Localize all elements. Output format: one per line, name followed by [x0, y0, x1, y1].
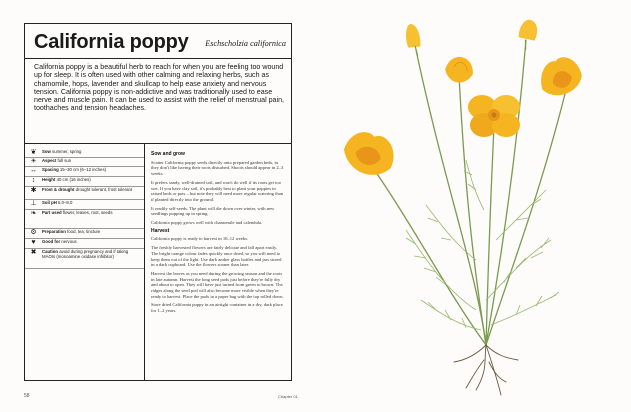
sow-grow-heading: Sow and grow [151, 151, 185, 157]
attribute-row [25, 209, 144, 229]
sow-grow-paragraph: It readily self-seeds. The plant will die down over winter, with new seedlings popping up in spring. [151, 205, 275, 217]
harvest-paragraph: Store dried California poppy in an airtight container in a dry, dark place for 1–2 years. [151, 302, 283, 314]
attribute-label: Good for [42, 239, 61, 244]
attribute-value: 40 cm (16 inches) [56, 177, 91, 182]
herb-profile-box [24, 23, 292, 381]
sow-grow-paragraph: Scatter California poppy seeds directly onto prepared garden beds, as they don't like having their roots disturbed. Shoots should appear in 2–3 weeks. [151, 159, 284, 177]
title-bar [25, 24, 291, 59]
attribute-label: Height [42, 177, 56, 182]
attribute-label: Soil pH [42, 200, 57, 205]
attribute-label: Part used [42, 210, 62, 215]
leaf-icon: ❧ [30, 210, 37, 217]
intro-paragraph: California poppy is a beautiful herb to reach for when you are feeling too wound up for sleep. It is often used with other calming and relaxing herbs, such as chamomile, hops, lavender and skullcap to help ease anxiety and nervous tension. California poppy is non-addictive and was traditionally used to ease nerve and muscle pain. It can be used to assist with the relief of menstrual pain, toothaches and tension headaches. [34, 63, 284, 113]
soil-icon: ⊥ [30, 200, 37, 207]
attribute-label: Frost & drought [42, 187, 75, 192]
flower [534, 53, 586, 101]
attribute-value: flower, leaves, root, seeds [62, 210, 113, 215]
attribute-value: avoid during pregnancy and if taking MAOIs (monoamine oxidase inhibitor) [42, 249, 129, 260]
harvest-paragraph: The freshly harvested flowers are fairly delicate and fall apart easily. The bright orange colour fades quickly once dried, so you will need to keep them out of the light. Use dark amber glass bottles and jars stored in a dark cupboard. Use the flowers sooner than later. [151, 245, 282, 268]
attribute-value: full sun [57, 158, 72, 163]
sow-icon: ❦ [30, 149, 37, 156]
preparation-icon: ⚙ [30, 229, 37, 236]
attribute-label: Aspect [42, 158, 57, 163]
attribute-label: Sow [42, 149, 51, 154]
attribute-value: nervous [61, 239, 77, 244]
attribute-value: food, tea, tincture [67, 229, 101, 234]
flower-bud [443, 55, 475, 85]
flower [468, 95, 520, 137]
flower-bud [402, 23, 424, 58]
attribute-value: 6.0–8.0 [58, 200, 73, 205]
caution-icon: ✖ [30, 249, 37, 256]
harvest-paragraph: California poppy is ready to harvest in 10–12 weeks. [151, 236, 249, 242]
sow-grow-paragraph: California poppy grows well with chamomile and calendula. [151, 220, 263, 226]
flower-bud [518, 19, 539, 51]
sun-icon: ☀ [30, 158, 37, 165]
left-page [0, 0, 300, 412]
chapter-label: Chapter 01 [278, 394, 298, 399]
harvest-paragraph: Harvest the leaves as you need during the growing season and the roots in late autumn. Harvest the long seed pods just before they're fully dry and about to open. They will have just turned from green to brown. The ridges along the seed pod will also become more visible when they're ready to harvest. Place the pods in a paper bag with the top rolled down. [151, 270, 284, 299]
attribute-list [25, 144, 145, 380]
snowflake-icon: ✱ [30, 187, 37, 194]
flower [339, 128, 398, 180]
attribute-value: summer, spring [52, 149, 82, 154]
stems [371, 40, 566, 345]
attribute-label: Spacing [42, 167, 59, 172]
sow-grow-paragraph: It prefers sandy, well-drained soil, and won't do well if its roots get too wet. If you have clay soil, it's probably best to plant your poppies in raised beds or pots – but note they will need more regular watering than if planted directly into the ground. [151, 179, 284, 202]
spacing-icon: ↔ [30, 167, 37, 174]
roots [454, 345, 518, 395]
height-icon: ↕ [31, 177, 36, 184]
harvest-heading: Harvest [151, 227, 170, 234]
growing-notes [151, 152, 285, 317]
california-poppy-illustration [326, 10, 621, 405]
attribute-value: drought tolerant, frost tolerant [75, 187, 133, 192]
attribute-row [25, 248, 144, 269]
latin-name: Eschscholzia californica [205, 39, 286, 48]
attribute-row [25, 186, 144, 200]
page-number: 58 [24, 393, 30, 399]
attribute-label: Caution [42, 249, 58, 254]
page-title: California poppy [34, 31, 189, 53]
poppy-flowers [339, 19, 586, 180]
feathery-leaves [406, 160, 559, 330]
heart-icon: ♥ [31, 239, 36, 246]
attribute-value: 15–30 cm (6–12 inches) [59, 167, 107, 172]
attribute-label: Preparation [42, 229, 66, 234]
